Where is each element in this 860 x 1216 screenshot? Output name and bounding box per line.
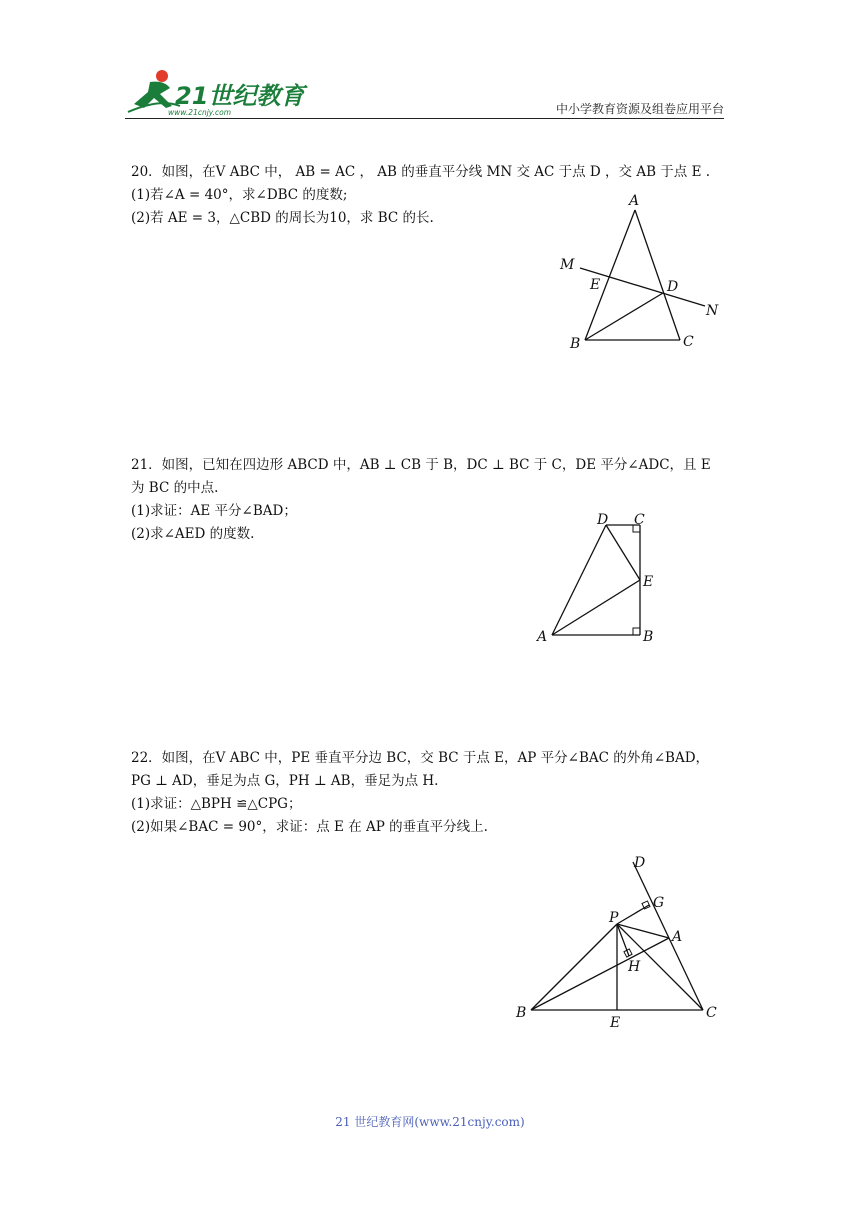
label-E: E (643, 574, 654, 590)
label-C: C (634, 512, 645, 528)
label-D: D (597, 512, 609, 528)
question-20-line: (2)若 AE = 3，△CBD 的周长为10，求 BC 的长. (131, 210, 434, 226)
question-20-line: (1)若∠A = 40°，求∠DBC 的度数; (131, 187, 348, 203)
label-D: D (667, 279, 679, 295)
logo-text: 21世纪教育 (175, 82, 305, 110)
label-B: B (570, 336, 581, 352)
question-20-figure (550, 190, 730, 355)
label-A: A (672, 929, 683, 945)
label-A: A (537, 629, 548, 645)
question-22-figure (505, 850, 735, 1035)
footer-link[interactable]: 21 世纪教育网(www.21cnjy.com) (335, 1115, 525, 1129)
label-M: M (560, 257, 575, 273)
label-E: E (590, 277, 601, 293)
label-P: P (609, 910, 619, 926)
question-22-line: PG ⊥ AD，垂足为点 G，PH ⊥ AB，垂足为点 H. (131, 773, 439, 789)
label-G: G (653, 895, 665, 911)
label-D: D (634, 855, 646, 871)
question-22-line: (2)如果∠BAC = 90°，求证：点 E 在 AP 的垂直平分线上. (131, 819, 488, 835)
label-A: A (629, 193, 640, 209)
question-22-line: 22．如图，在V ABC 中，PE 垂直平分边 BC，交 BC 于点 E，AP 平分∠BAC 的外角∠BAD， (131, 750, 710, 766)
header-divider (125, 118, 724, 119)
logo-url: www.21cnjy.com (168, 108, 232, 117)
label-H: H (628, 959, 641, 975)
question-21-line: 为 BC 的中点. (131, 480, 219, 496)
question-21-line: (1)求证：AE 平分∠BAD； (131, 503, 297, 519)
label-B: B (516, 1005, 527, 1021)
question-22-text (131, 747, 731, 839)
label-E: E (610, 1015, 621, 1031)
label-C: C (683, 334, 694, 350)
question-21-line: (2)求∠AED 的度数. (131, 526, 255, 542)
question-20-line: 20．如图，在V ABC 中， AB = AC ， AB 的垂直平分线 MN 交 AC 于点 D ，交 AB 于点 E . (131, 164, 711, 180)
label-N: N (706, 303, 719, 319)
label-B: B (643, 629, 654, 645)
question-21-figure (530, 505, 670, 650)
label-C: C (706, 1005, 717, 1021)
question-21-line: 21．如图，已知在四边形 ABCD 中，AB ⊥ CB 于 B，DC ⊥ BC 于 C，DE 平分∠ADC，且 E (131, 457, 711, 473)
question-22-line: (1)求证：△BPH ≌△CPG； (131, 796, 302, 812)
header-tagline: 中小学教育资源及组卷应用平台 (555, 102, 724, 116)
